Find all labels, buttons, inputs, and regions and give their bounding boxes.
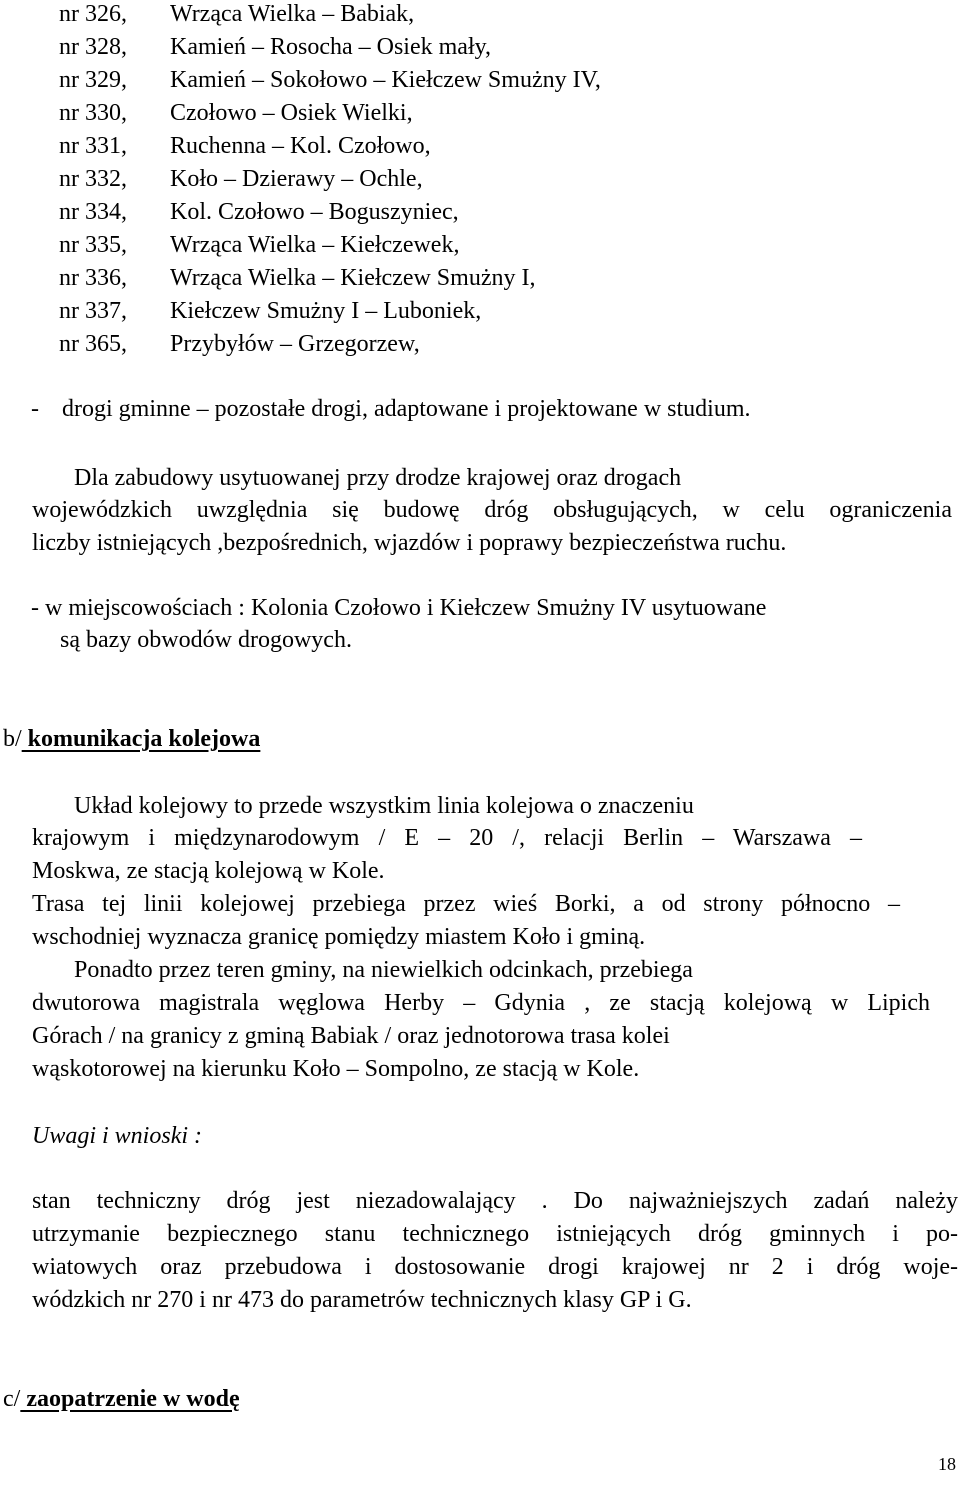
road-row <box>0 295 960 328</box>
road-number: nr 331, <box>59 133 127 159</box>
para1-line-1: Dla zabudowy usytuowanej przy drodze krajowej oraz drogach <box>74 465 682 491</box>
road-number: nr 328, <box>59 34 127 60</box>
road-row <box>0 163 960 196</box>
road-number: nr 329, <box>59 67 127 93</box>
road-number: nr 337, <box>59 298 127 324</box>
road-row <box>0 31 960 64</box>
gminne-text: drogi gminne – pozostałe drogi, adaptowane i projektowane w studium. <box>62 396 751 422</box>
road-row <box>0 64 960 97</box>
road-description: Przybyłów – Grzegorzew, <box>170 331 420 357</box>
section-b-title: komunikacja kolejowa <box>21 726 261 752</box>
kolej-line-6: Ponadto przez teren gminy, na niewielkich odcinkach, przebiega <box>74 957 693 983</box>
road-row <box>0 262 960 295</box>
section-c-heading <box>3 1383 240 1416</box>
road-number: nr 335, <box>59 232 127 258</box>
para1-line-3: liczby istniejących ,bezpośrednich, wjazdów i poprawy bezpieczeństwa ruchu. <box>32 530 787 556</box>
section-b-heading <box>3 723 260 756</box>
road-number: nr 334, <box>59 199 127 225</box>
kolej-line-1: Układ kolejowy to przede wszystkim linia kolejowa o znaczeniu <box>74 793 694 819</box>
road-description: Wrząca Wielka – Kiełczewek, <box>170 232 460 258</box>
road-row <box>0 130 960 163</box>
section-c-title: zaopatrzenie w wodę <box>20 1386 240 1412</box>
road-number: nr 330, <box>59 100 127 126</box>
road-number: nr 365, <box>59 331 127 357</box>
bazy-line-2: są bazy obwodów drogowych. <box>60 627 352 653</box>
section-c-prefix: c/ <box>3 1386 21 1412</box>
road-row <box>0 229 960 262</box>
page-number: 18 <box>938 1454 956 1474</box>
road-number: nr 336, <box>59 265 127 291</box>
kolej-line-2: krajowym i międzynarodowym / E – 20 /, relacji Berlin – Warszawa – <box>32 825 862 851</box>
road-description: Kamień – Rosocha – Osiek mały, <box>170 34 492 60</box>
road-description: Wrząca Wielka – Babiak, <box>170 1 415 27</box>
road-description: Koło – Dzierawy – Ochle, <box>170 166 423 192</box>
road-description: Ruchenna – Kol. Czołowo, <box>170 133 431 159</box>
road-description: Czołowo – Osiek Wielki, <box>170 100 413 126</box>
para1-line-2: wojewódzkich uwzględnia się budowę dróg obsługujących, w celu ograniczenia <box>32 497 952 523</box>
uwagi-line-3: wiatowych oraz przebudowa i dostosowanie drogi krajowej nr 2 i dróg woje- <box>32 1254 958 1280</box>
road-row <box>0 0 960 31</box>
list-dash: - <box>31 396 39 422</box>
kolej-line-5: wschodniej wyznacza granicę pomiędzy miastem Koło i gminą. <box>32 924 646 950</box>
uwagi-line-1: stan techniczny dróg jest niezadowalający . Do najważniejszych zadań należy <box>32 1188 958 1214</box>
uwagi-heading: Uwagi i wnioski : <box>32 1123 203 1149</box>
road-number: nr 326, <box>59 1 127 27</box>
road-description: Wrząca Wielka – Kiełczew Smużny I, <box>170 265 536 291</box>
kolej-line-3: Moskwa, ze stacją kolejową w Kole. <box>32 858 385 884</box>
road-description: Kiełczew Smużny I – Luboniek, <box>170 298 482 324</box>
uwagi-line-4: wódzkich nr 270 i nr 473 do parametrów technicznych klasy GP i G. <box>32 1287 692 1313</box>
road-description: Kol. Czołowo – Boguszyniec, <box>170 199 459 225</box>
bazy-line-1: - w miejscowościach : Kolonia Czołowo i Kiełczew Smużny IV usytuowane <box>31 595 767 621</box>
road-number: nr 332, <box>59 166 127 192</box>
kolej-line-8: Górach / na granicy z gminą Babiak / oraz jednotorowa trasa kolei <box>32 1023 670 1049</box>
uwagi-line-2: utrzymanie bezpiecznego stanu technicznego istniejących dróg gminnych i po- <box>32 1221 958 1247</box>
kolej-line-4: Trasa tej linii kolejowej przebiega przez wieś Borki, a od strony północno – <box>32 891 900 917</box>
kolej-line-7: dwutorowa magistrala węglowa Herby – Gdynia , ze stacją kolejową w Lipich <box>32 990 930 1016</box>
road-row <box>0 196 960 229</box>
kolej-line-9: wąskotorowej na kierunku Koło – Sompolno, ze stacją w Kole. <box>32 1056 640 1082</box>
section-b-prefix: b/ <box>3 726 22 752</box>
road-row <box>0 97 960 130</box>
road-row <box>0 328 960 361</box>
road-description: Kamień – Sokołowo – Kiełczew Smużny IV, <box>170 67 601 93</box>
